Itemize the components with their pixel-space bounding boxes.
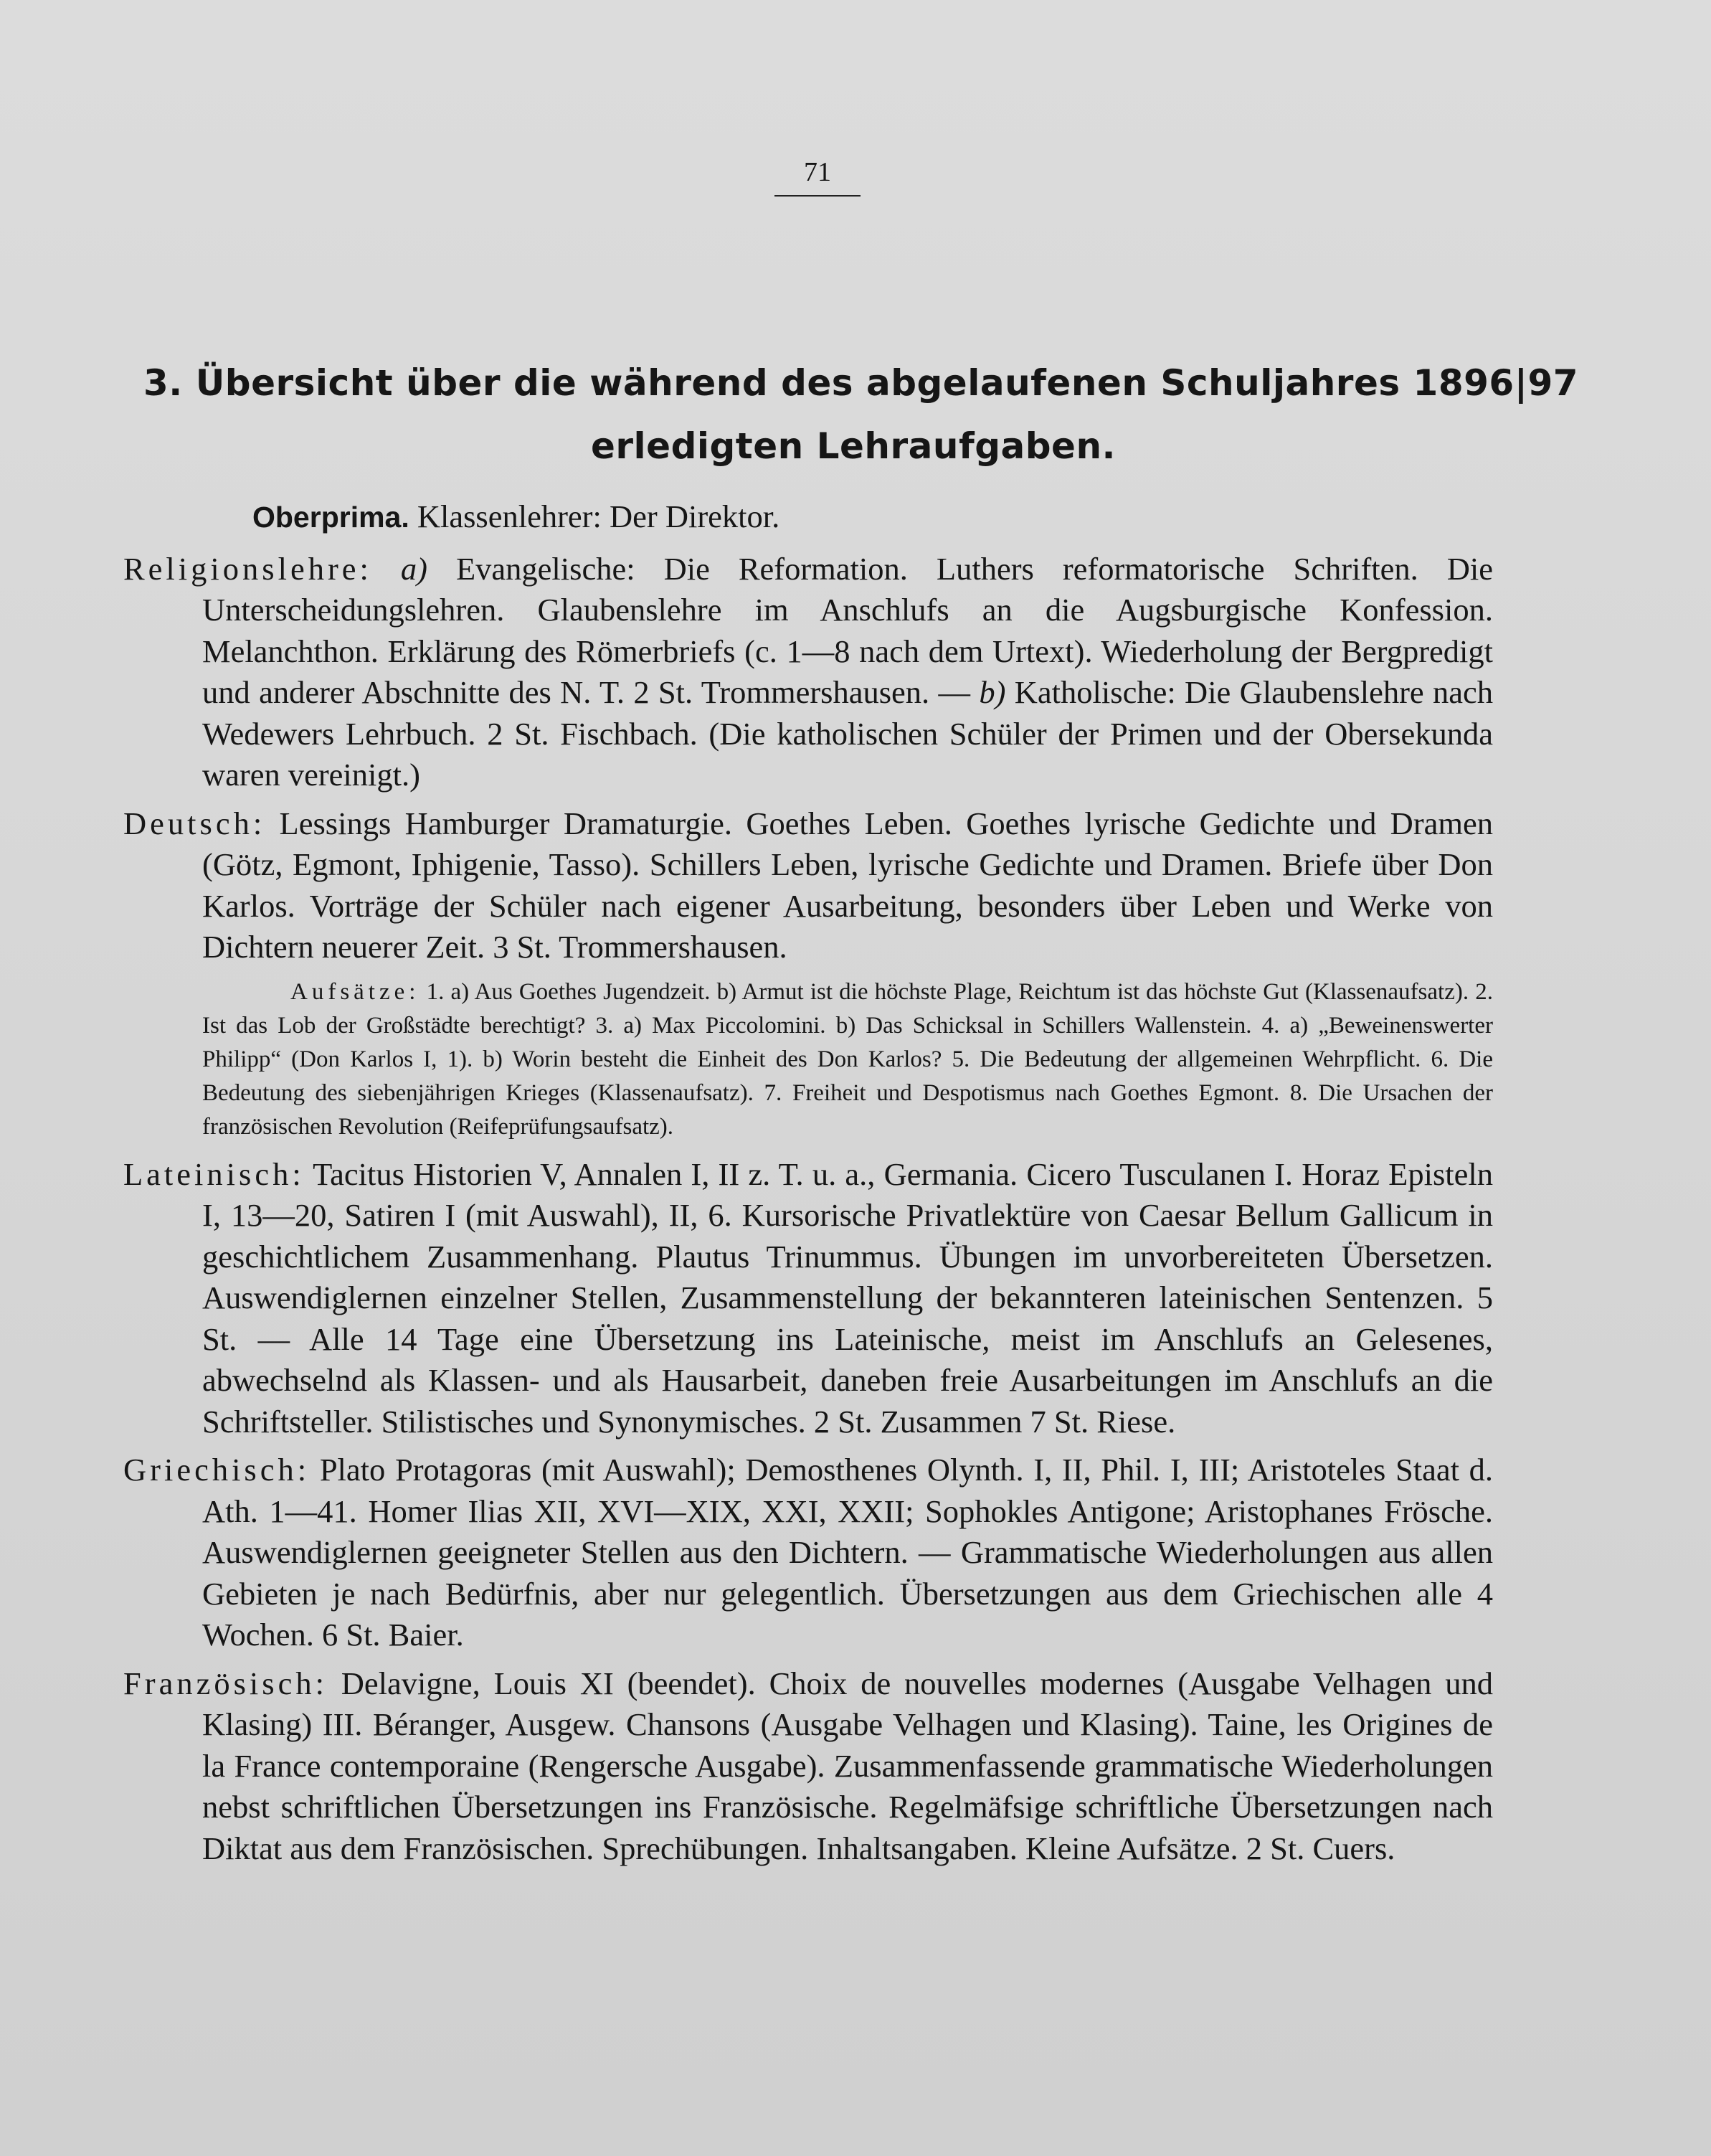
heading-line-2: erledigten Lehraufgaben. xyxy=(590,425,1117,467)
subject-label: Lateinisch: xyxy=(123,1155,305,1192)
subject-text: Delavigne, Louis XI (beendet). Choix de nouvelles modernes (Ausgabe Velhagen und Klasing) III. Béranger, Ausgew. Chansons (Ausgabe Velhagen und Klasing). Taine, les Origines de la France contemporaine (Rengersche Ausgabe). Zusammenfassende grammatische Wiederholungen nebst schriftlichen Übersetzungen ins Französische. Regelmäfsige schriftliche Übersetzungen nach Diktat aus dem Französischen. Sprechübungen. Inhaltsangaben. Kleine Aufsätze. 2 St. Cuers. xyxy=(202,1665,1493,1866)
class-teacher: Klassenlehrer: Der Direktor. xyxy=(417,498,780,534)
subject-text-b: Katholische: Die Glaubenslehre nach Wedewers Lehrbuch. 2 St. Fischbach. (Die katholischen Schüler der Primen und der Obersekunda waren vereinigt.) xyxy=(202,674,1493,793)
subject-latein xyxy=(123,1154,1493,1443)
class-header xyxy=(252,496,1493,539)
page-number: 71 xyxy=(774,156,861,197)
class-name: Oberprima. xyxy=(252,501,409,534)
document-body xyxy=(123,496,1493,1876)
subject-text-a: Evangelische: Die Reformation. Luthers reformatorische Schriften. Die Unterscheidungslehren. Glaubenslehre im Anschlufs an die Augsburgische Konfession. Melanchthon. Erklärung des Römerbriefs (c. 1—8 nach dem Urtext). Wiederholung der Bergpredigt und anderer Abschnitte des N. T. 2 St. Trommershausen. — xyxy=(202,550,1494,710)
section-heading xyxy=(143,351,1579,478)
subject-text: Tacitus Historien V, Annalen I, II z. T. u. a., Germania. Cicero Tusculanen I. Horaz Episteln I, 13—20, Satiren I (mit Auswahl), II, 6. Kursorische Privatlektüre von Caesar Bellum Gallicum in geschichtlichem Zusammenhang. Plautus Trinummus. Übungen im unvorbereiteten Übersetzen. Auswendiglernen einzelner Stellen, Zusammenstellung der bekannteren lateinischen Sentenzen. 5 St. — Alle 14 Tage eine Übersetzung ins Lateinische, meist im Anschlufs an Gelesenes, abwechselnd als Klassen- und als Hausarbeit, daneben freie Ausarbeitungen im Anschlufs an die Schriftsteller. Stilistisches und Synonymisches. 2 St. Zusammen 7 St. Riese. xyxy=(202,1155,1493,1439)
subject-religion xyxy=(123,549,1493,796)
subject-label: Griechisch: xyxy=(123,1452,311,1488)
subject-text: Lessings Hamburger Dramaturgie. Goethes Leben. Goethes lyrische Gedichte und Dramen (Götz, Egmont, Iphigenie, Tasso). Schillers Leben, lyrische Gedichte und Dramen. Briefe über Don Karlos. Vorträge der Schüler nach eigener Ausarbeitung, besonders über Leben und Werke von Dichtern neuerer Zeit. 3 St. Trommershausen. xyxy=(202,805,1494,965)
heading-line-1: 3. Übersicht über die während des abgelaufenen Schuljahres 1896|97 xyxy=(143,362,1579,404)
subject-label: Religionslehre: xyxy=(123,550,372,587)
subject-griechisch xyxy=(123,1450,1493,1656)
essays-text: 1. a) Aus Goethes Jugendzeit. b) Armut ist die höchste Plage, Reichtum ist das höchste Gut (Klassenaufsatz). 2. Ist das Lob der Großstädte berechtigt? 3. a) Max Piccolomini. b) Das Schicksal in Schillers Wallenstein. 4. a) „Beweinenswerter Philipp“ (Don Karlos I, 1). b) Worin besteht die Einheit des Don Karlos? 5. Die Bedeutung der allgemeinen Wehrpflicht. 6. Die Bedeutung des siebenjährigen Krieges (Klassenaufsatz). 7. Freiheit und Despotismus nach Goethes Egmont. 8. Die Ursachen der französischen Revolution (Reifeprüfungsaufsatz). xyxy=(202,978,1494,1140)
subject-text: Plato Protagoras (mit Auswahl); Demosthenes Olynth. I, II, Phil. I, III; Aristoteles Staat d. Ath. 1—41. Homer Ilias XII, XVI—XIX, XXI, XXII; Sophokles Antigone; Aristophanes Frösche. Auswendiglernen geeigneter Stellen aus den Dichtern. — Grammatische Wiederholungen aus allen Gebieten je nach Bedürfnis, aber nur gelegentlich. Übersetzungen aus dem Griechischen alle 4 Wochen. 6 St. Baier. xyxy=(202,1452,1494,1653)
option-marker-a: a) xyxy=(400,550,427,587)
essay-topics xyxy=(123,975,1493,1144)
option-marker-b: b) xyxy=(979,674,1006,710)
subject-franzoesisch xyxy=(123,1663,1493,1870)
subject-label: Französisch: xyxy=(123,1665,328,1701)
subject-deutsch xyxy=(123,803,1493,968)
essays-label: Aufsätze: xyxy=(290,978,420,1005)
subject-label: Deutsch: xyxy=(123,805,266,841)
